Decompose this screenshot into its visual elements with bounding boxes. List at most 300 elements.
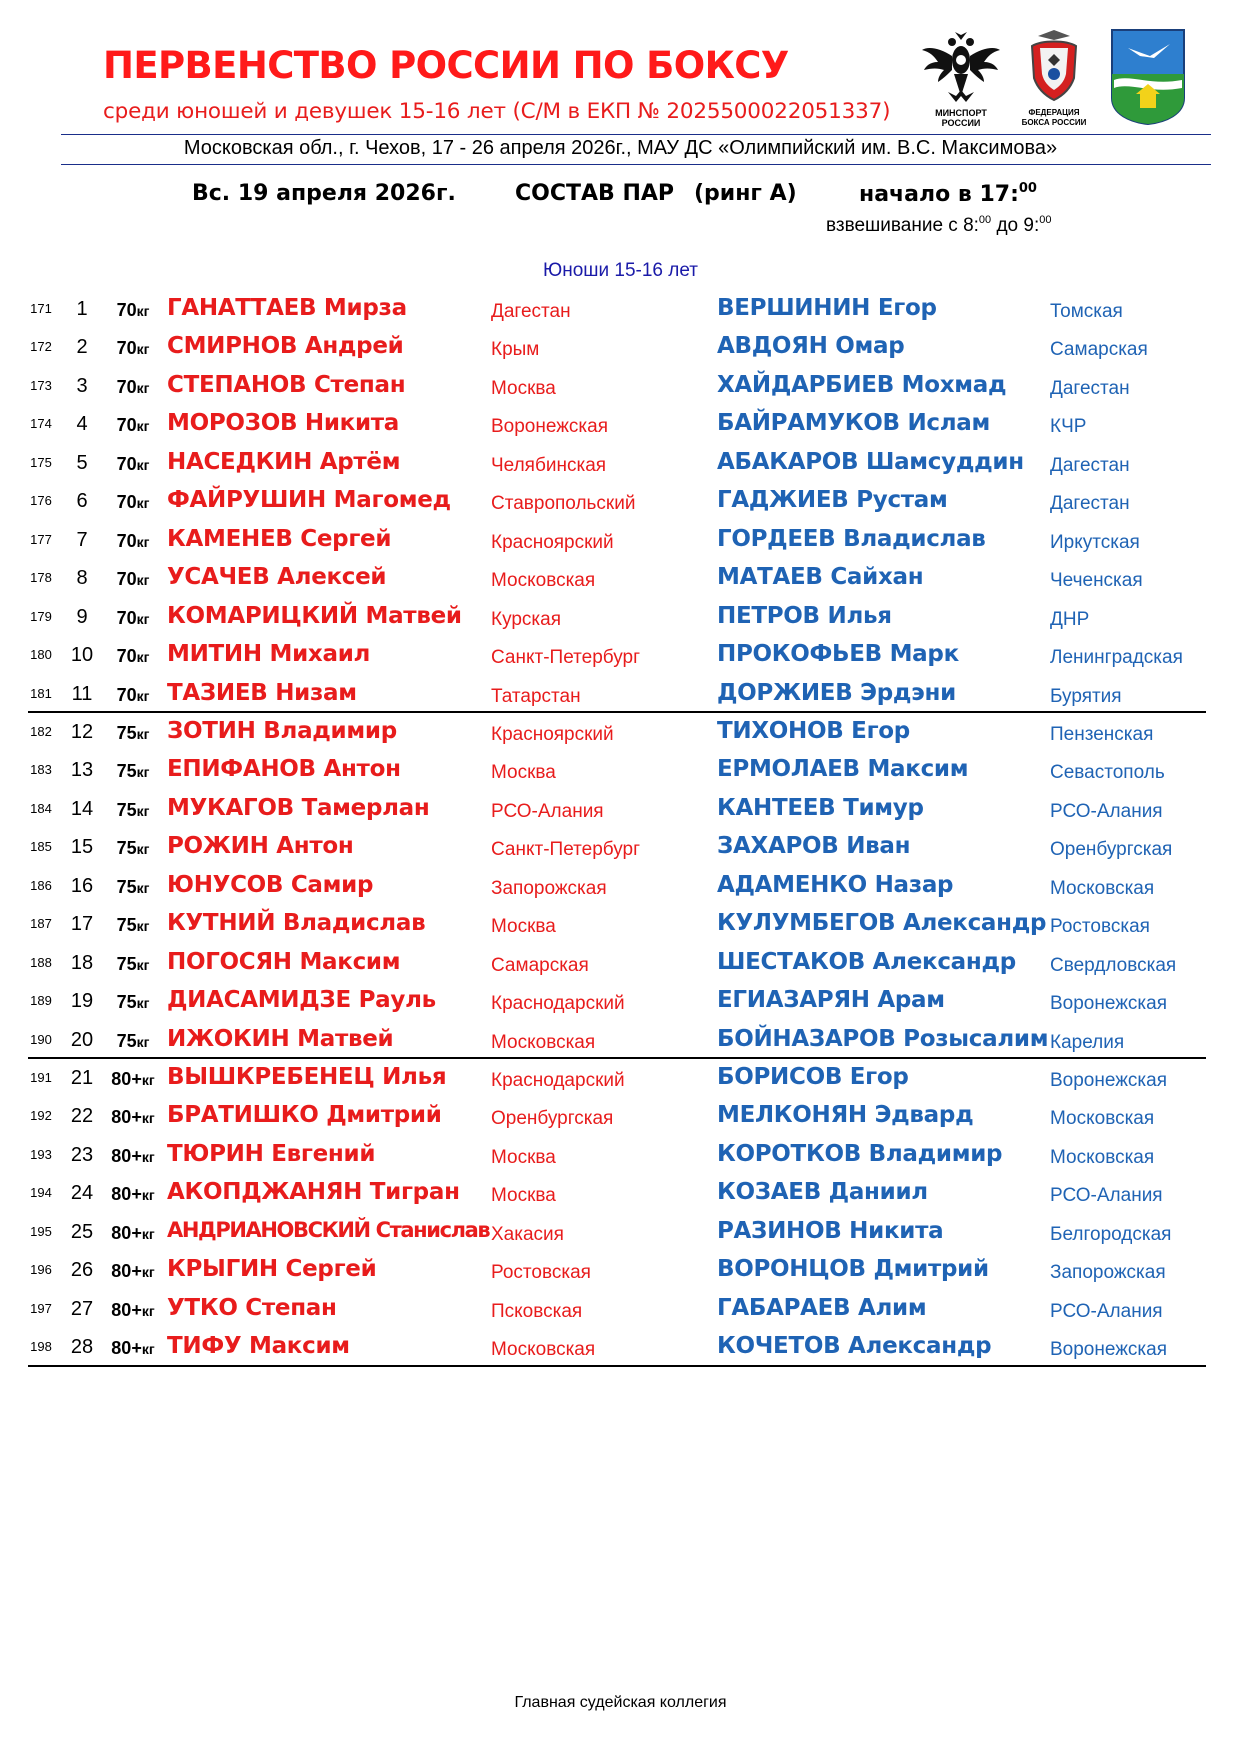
blue-corner-name: АБАКАРОВ Шамсуддин (717, 448, 1024, 475)
pair-number: 15 (70, 836, 94, 859)
weight-value: 70 (116, 684, 137, 705)
weight-value: 70 (116, 646, 137, 667)
weight-class (104, 492, 162, 513)
blue-corner-name: ПРОКОФЬЕВ Марк (717, 641, 959, 668)
federation-shield-icon (1018, 26, 1090, 106)
red-corner-region: Москва (491, 377, 556, 399)
weight-value: 70 (116, 338, 137, 359)
red-corner-name: КОМАРИЦКИЙ Матвей (167, 602, 462, 629)
red-corner-name: ЗОТИН Владимир (167, 717, 397, 744)
weight-unit: кг (141, 1187, 155, 1204)
weight-unit: кг (136, 379, 150, 396)
red-corner-name: БРАТИШКО Дмитрий (167, 1102, 442, 1129)
weight-class (104, 454, 162, 475)
weight-value: 80+ (111, 1261, 142, 1282)
blue-corner-region: Иркутская (1050, 531, 1140, 553)
bout-number: 178 (30, 570, 52, 586)
table-row (0, 906, 1241, 944)
pair-number: 13 (70, 759, 94, 782)
blue-corner-region: Карелия (1050, 1031, 1125, 1053)
weight-unit: кг (141, 1302, 155, 1319)
weight-value: 75 (116, 992, 137, 1013)
weight-value: 75 (116, 761, 137, 782)
weight-class (104, 1146, 162, 1167)
red-corner-region: Самарская (491, 954, 589, 976)
blue-corner-name: ВОРОНЦОВ Дмитрий (717, 1256, 989, 1283)
pair-number: 20 (70, 1028, 94, 1051)
red-corner-region: Москва (491, 1146, 556, 1168)
blue-corner-region: Чеченская (1050, 570, 1143, 592)
weight-class (104, 915, 162, 936)
red-corner-region: Краснодарский (491, 993, 625, 1015)
blue-corner-region: Ленинградская (1050, 647, 1183, 669)
weigh-label: взвешивание с 8: (826, 215, 979, 236)
pair-number: 14 (70, 797, 94, 820)
weight-unit: кг (141, 1225, 155, 1242)
red-corner-region: Санкт-Петербург (491, 647, 641, 669)
blue-corner-region: Свердловская (1050, 954, 1177, 976)
weight-unit: кг (136, 918, 150, 935)
bout-number: 171 (30, 301, 52, 316)
weight-value: 80+ (111, 1069, 142, 1089)
pair-number: 2 (76, 336, 88, 359)
table-row (0, 329, 1241, 367)
weight-value: 80+ (111, 1299, 142, 1320)
boxing-federation-logo (1018, 26, 1090, 130)
red-corner-name: ПОГОСЯН Максим (167, 948, 401, 975)
red-corner-region: Московская (491, 1031, 596, 1053)
weigh-in-time (826, 214, 1051, 237)
table-row (0, 791, 1241, 829)
weight-value: 70 (116, 607, 137, 628)
header-divider-bottom (61, 164, 1211, 165)
bout-number: 172 (30, 339, 52, 355)
pairs-heading: СОСТАВ ПАР (515, 181, 675, 206)
weight-class (104, 1223, 162, 1244)
weight-value: 75 (116, 915, 137, 936)
weight-group-divider (28, 1365, 1206, 1367)
pair-number: 17 (70, 913, 94, 936)
blue-corner-region: КЧР (1050, 416, 1087, 438)
weight-class (104, 723, 162, 744)
red-corner-name: ФАЙРУШИН Магомед (167, 487, 451, 514)
pair-number: 25 (70, 1220, 94, 1243)
red-corner-name: СМИРНОВ Андрей (167, 333, 404, 360)
weight-class (104, 1261, 162, 1282)
minsport-logo (918, 26, 1004, 130)
weight-class (104, 1338, 162, 1359)
blue-corner-name: КАНТЕЕВ Тимур (717, 794, 924, 821)
weigh-to-label: до 9: (991, 215, 1040, 236)
blue-corner-region: РСО-Алания (1050, 800, 1163, 822)
red-corner-region: РСО-Алания (491, 800, 604, 822)
weight-unit: кг (136, 610, 150, 627)
weight-unit: кг (136, 879, 150, 896)
blue-corner-region: РСО-Алания (1050, 1300, 1163, 1322)
bout-number: 192 (30, 1108, 52, 1124)
table-row (0, 868, 1241, 906)
weight-unit: кг (141, 1148, 155, 1165)
table-row (0, 368, 1241, 406)
red-corner-name: РОЖИН Антон (167, 833, 354, 860)
weight-unit: кг (141, 1072, 155, 1088)
blue-corner-region: Воронежская (1050, 1070, 1168, 1091)
blue-corner-region: Дагестан (1050, 454, 1130, 476)
pair-number: 9 (76, 605, 88, 628)
red-corner-region: Красноярский (491, 723, 614, 745)
pair-number: 24 (70, 1182, 94, 1205)
bout-number: 188 (30, 954, 52, 970)
blue-corner-region: Московская (1050, 1108, 1155, 1130)
weight-unit: кг (136, 841, 150, 858)
bout-number: 176 (30, 493, 52, 509)
table-row (0, 291, 1241, 329)
weight-unit: кг (136, 341, 150, 358)
blue-corner-name: ГАДЖИЕВ Рустам (717, 487, 948, 514)
blue-corner-region: Белгородская (1050, 1223, 1172, 1245)
red-corner-region: Московская (491, 570, 596, 592)
blue-corner-name: АДАМЕНКО Назар (717, 871, 954, 898)
table-row (0, 1022, 1241, 1060)
weight-value: 75 (116, 838, 137, 859)
bout-number: 185 (30, 839, 52, 855)
table-row (0, 406, 1241, 444)
weight-value: 75 (116, 953, 137, 974)
red-corner-region: Москва (491, 1185, 556, 1207)
blue-corner-name: КУЛУМБЕГОВ Александр (717, 910, 1047, 937)
weight-class (104, 1031, 162, 1052)
bout-number: 189 (30, 993, 52, 1009)
blue-corner-name: РАЗИНОВ Никита (717, 1217, 944, 1244)
bout-number: 191 (30, 1070, 52, 1085)
table-row (0, 829, 1241, 867)
bout-number: 196 (30, 1262, 52, 1278)
weight-value: 70 (116, 453, 137, 474)
red-corner-name: НАСЕДКИН Артём (167, 448, 401, 475)
table-row (0, 560, 1241, 598)
blue-corner-name: БОРИСОВ Егор (717, 1064, 909, 1090)
start-time-minutes: 00 (1018, 181, 1037, 196)
red-corner-region: Московская (491, 1339, 596, 1361)
ring-label: (ринг А) (694, 181, 797, 206)
weight-unit: кг (136, 495, 150, 512)
bout-number: 179 (30, 608, 52, 624)
weight-value: 70 (116, 415, 137, 436)
red-corner-region: Челябинская (491, 454, 607, 476)
city-coat-of-arms (1110, 28, 1186, 126)
blue-corner-region: Воронежская (1050, 1339, 1168, 1361)
blue-corner-region: Дагестан (1050, 493, 1130, 515)
pair-number: 7 (76, 528, 88, 551)
bout-number: 197 (30, 1300, 52, 1316)
red-corner-region: Татарстан (491, 685, 581, 707)
red-corner-region: Псковская (491, 1300, 583, 1322)
bout-number: 190 (30, 1031, 52, 1047)
weight-unit: кг (136, 649, 150, 666)
table-row (0, 1329, 1241, 1367)
bout-number: 187 (30, 916, 52, 932)
pair-number: 23 (70, 1143, 94, 1166)
weight-class (104, 1069, 162, 1090)
red-corner-name: ЕПИФАНОВ Антон (167, 756, 401, 783)
blue-corner-name: КОЗАЕВ Даниил (717, 1179, 928, 1206)
blue-corner-region: Самарская (1050, 339, 1148, 361)
blue-corner-region: Пензенская (1050, 723, 1154, 745)
blue-corner-name: БОЙНАЗАРОВ Розысалим (717, 1025, 1049, 1052)
blue-corner-region: Севастополь (1050, 762, 1165, 784)
weight-unit: кг (141, 1341, 155, 1358)
blue-corner-name: ТИХОНОВ Егор (717, 717, 910, 744)
red-corner-region: Ростовская (491, 1262, 591, 1284)
blue-corner-region: Запорожская (1050, 1262, 1166, 1284)
blue-corner-name: КОЧЕТОВ Александр (717, 1333, 992, 1360)
table-row (0, 752, 1241, 790)
pair-number: 6 (76, 490, 88, 513)
blue-corner-name: ЕГИАЗАРЯН Арам (717, 987, 945, 1014)
weight-value: 80+ (111, 1107, 142, 1128)
federation-caption: ФЕДЕРАЦИЯ БОКСА РОССИИ (1021, 108, 1087, 127)
blue-corner-name: ВЕРШИНИН Егор (717, 295, 937, 321)
bout-number: 181 (30, 685, 52, 701)
red-corner-region: Курская (491, 608, 562, 630)
weight-value: 70 (116, 376, 137, 397)
pair-number: 3 (76, 374, 88, 397)
weight-class (104, 1184, 162, 1205)
pair-number: 27 (70, 1297, 94, 1320)
weight-unit: кг (136, 533, 150, 550)
blue-corner-region: Томская (1050, 301, 1123, 322)
weight-value: 80+ (111, 1145, 142, 1166)
red-corner-name: ВЫШКРЕБЕНЕЦ Илья (167, 1064, 447, 1090)
table-row (0, 599, 1241, 637)
weight-unit: кг (141, 1110, 155, 1127)
pair-number: 22 (70, 1105, 94, 1128)
weight-unit: кг (136, 572, 150, 589)
weight-unit: кг (136, 1033, 150, 1050)
table-row (0, 483, 1241, 521)
age-group-title: Юноши 15-16 лет (543, 260, 698, 281)
red-corner-name: ТИФУ Максим (167, 1333, 350, 1360)
pair-number: 4 (76, 413, 88, 436)
weight-class (104, 761, 162, 782)
event-date: Вс. 19 апреля 2026г. (192, 181, 456, 206)
header-divider-top (61, 134, 1211, 135)
weight-class (104, 300, 162, 321)
weight-unit: кг (136, 995, 150, 1012)
table-row (0, 1175, 1241, 1213)
bout-number: 173 (30, 377, 52, 393)
page-title: ПЕРВЕНСТВО РОССИИ ПО БОКСУ (103, 44, 789, 87)
minsport-caption: МИНСПОРТ РОССИИ (935, 108, 987, 128)
bout-number: 186 (30, 877, 52, 893)
red-corner-region: Красноярский (491, 531, 614, 553)
weight-group-divider (28, 1057, 1206, 1059)
red-corner-region: Краснодарский (491, 1070, 625, 1091)
blue-corner-name: ЗАХАРОВ Иван (717, 833, 911, 860)
weigh-from-minutes: 00 (978, 214, 992, 226)
coat-of-arms-icon (1110, 28, 1186, 126)
weight-class (104, 800, 162, 821)
weight-unit: кг (136, 764, 150, 781)
blue-corner-region: Ростовская (1050, 916, 1150, 938)
blue-corner-name: КОРОТКОВ Владимир (717, 1140, 1003, 1167)
red-corner-name: ГАНАТТАЕВ Мирза (167, 295, 407, 321)
weight-class (104, 338, 162, 359)
red-corner-name: МУКАГОВ Тамерлан (167, 794, 430, 821)
pair-number: 26 (70, 1259, 94, 1282)
red-corner-region: Воронежская (491, 416, 609, 438)
weight-value: 70 (116, 569, 137, 590)
blue-corner-name: ХАЙДАРБИЕВ Мохмад (717, 371, 1007, 398)
red-corner-name: АНДРИАНОВСКИЙ Станислав (167, 1217, 490, 1242)
red-corner-name: ИЖОКИН Матвей (167, 1025, 394, 1052)
weight-class (104, 877, 162, 898)
weight-value: 75 (116, 876, 137, 897)
footer-signature: Главная судейская коллегия (514, 1694, 727, 1711)
blue-corner-region: Оренбургская (1050, 839, 1173, 861)
bout-number: 184 (30, 800, 52, 816)
pair-number: 28 (70, 1336, 94, 1359)
red-corner-name: КАМЕНЕВ Сергей (167, 525, 392, 552)
weight-class (104, 992, 162, 1013)
double-eagle-icon (918, 26, 1004, 106)
weight-class (104, 531, 162, 552)
table-row (0, 445, 1241, 483)
red-corner-region: Крым (491, 339, 540, 361)
red-corner-region: Оренбургская (491, 1108, 614, 1130)
red-corner-name: КУТНИЙ Владислав (167, 910, 426, 937)
weight-value: 80+ (111, 1184, 142, 1205)
pair-number: 21 (70, 1067, 94, 1089)
weight-unit: кг (136, 725, 150, 742)
weight-unit: кг (141, 1264, 155, 1281)
red-corner-name: СТЕПАНОВ Степан (167, 371, 406, 398)
table-row (0, 983, 1241, 1021)
pair-number: 10 (70, 644, 94, 667)
blue-corner-region: Бурятия (1050, 685, 1122, 707)
blue-corner-name: МЕЛКОНЯН Эдвард (717, 1102, 974, 1129)
blue-corner-name: ГАБАРАЕВ Алим (717, 1294, 927, 1321)
table-row (0, 1291, 1241, 1329)
pair-number: 19 (70, 990, 94, 1013)
table-row (0, 637, 1241, 675)
red-corner-region: Дагестан (491, 301, 571, 322)
weight-value: 70 (116, 300, 137, 320)
page-subtitle: среди юношей и девушек 15-16 лет (С/М в ЕКП № 2025500022051337) (103, 99, 891, 124)
weight-unit: кг (136, 456, 150, 473)
red-corner-name: АКОПДЖАНЯН Тигран (167, 1179, 460, 1206)
table-row (0, 676, 1241, 714)
pair-number: 12 (70, 720, 94, 743)
table-row (0, 714, 1241, 752)
blue-corner-name: ПЕТРОВ Илья (717, 602, 892, 629)
blue-corner-name: ЕРМОЛАЕВ Максим (717, 756, 969, 783)
blue-corner-region: Дагестан (1050, 377, 1130, 399)
red-corner-name: ТАЗИЕВ Низам (167, 679, 357, 706)
weight-value: 70 (116, 492, 137, 513)
weight-value: 75 (116, 799, 137, 820)
red-corner-name: УСАЧЕВ Алексей (167, 564, 387, 591)
red-corner-region: Москва (491, 916, 556, 938)
pair-number: 16 (70, 874, 94, 897)
venue-line: Московская обл., г. Чехов, 17 - 26 апреля 2026г., МАУ ДС «Олимпийский им. В.С. Максимова» (183, 137, 1058, 159)
weight-class (104, 1107, 162, 1128)
weight-value: 70 (116, 530, 137, 551)
weight-class (104, 569, 162, 590)
pair-number: 5 (76, 451, 88, 474)
red-corner-region: Ставропольский (491, 493, 636, 515)
red-corner-name: КРЫГИН Сергей (167, 1256, 377, 1283)
weight-value: 75 (116, 722, 137, 743)
bout-number: 198 (30, 1339, 52, 1355)
blue-corner-name: ГОРДЕЕВ Владислав (717, 525, 986, 552)
red-corner-region: Запорожская (491, 877, 607, 899)
blue-corner-region: Московская (1050, 877, 1155, 899)
table-row (0, 1252, 1241, 1290)
bout-number: 193 (30, 1146, 52, 1162)
blue-corner-name: АВДОЯН Омар (717, 333, 905, 360)
bout-number: 175 (30, 454, 52, 470)
weight-value: 80+ (111, 1338, 142, 1359)
red-corner-name: ДИАСАМИДЗЕ Рауль (167, 987, 436, 1014)
pair-number: 1 (76, 298, 88, 320)
table-row (0, 1060, 1241, 1098)
blue-corner-region: Московская (1050, 1146, 1155, 1168)
blue-corner-name: ШЕСТАКОВ Александр (717, 948, 1016, 975)
bout-number: 182 (30, 723, 52, 739)
weight-unit: кг (136, 802, 150, 819)
blue-corner-region: ДНР (1050, 608, 1090, 630)
red-corner-name: ТЮРИН Евгений (167, 1140, 376, 1167)
bout-number: 177 (30, 531, 52, 547)
table-row (0, 945, 1241, 983)
blue-corner-name: МАТАЕВ Сайхан (717, 564, 924, 591)
blue-corner-name: ДОРЖИЕВ Эрдэни (717, 679, 956, 706)
pair-number: 18 (70, 951, 94, 974)
weight-class (104, 1300, 162, 1321)
table-row (0, 1137, 1241, 1175)
table-row (0, 1098, 1241, 1136)
bout-number: 174 (30, 416, 52, 432)
table-row (0, 1214, 1241, 1252)
weight-class (104, 608, 162, 629)
red-corner-name: УТКО Степан (167, 1294, 337, 1321)
bout-number: 180 (30, 647, 52, 663)
weight-unit: кг (136, 687, 150, 704)
weight-class (104, 646, 162, 667)
pair-number: 8 (76, 567, 88, 590)
start-time (859, 181, 1037, 207)
weight-unit: кг (136, 956, 150, 973)
bout-number: 183 (30, 762, 52, 778)
weight-class (104, 954, 162, 975)
weight-class (104, 415, 162, 436)
weight-value: 80+ (111, 1222, 142, 1243)
pair-number: 11 (71, 682, 93, 705)
table-row (0, 522, 1241, 560)
blue-corner-name: БАЙРАМУКОВ Ислам (717, 410, 990, 437)
weight-class (104, 685, 162, 706)
weight-class (104, 377, 162, 398)
bout-number: 194 (30, 1185, 52, 1201)
red-corner-region: Санкт-Петербург (491, 839, 641, 861)
weight-value: 75 (116, 1030, 137, 1051)
red-corner-name: ЮНУСОВ Самир (167, 871, 374, 898)
weight-group-divider (28, 711, 1206, 713)
start-time-label: начало в 17: (859, 182, 1019, 207)
weigh-to-minutes: 00 (1039, 214, 1052, 226)
blue-corner-region: РСО-Алания (1050, 1185, 1163, 1207)
